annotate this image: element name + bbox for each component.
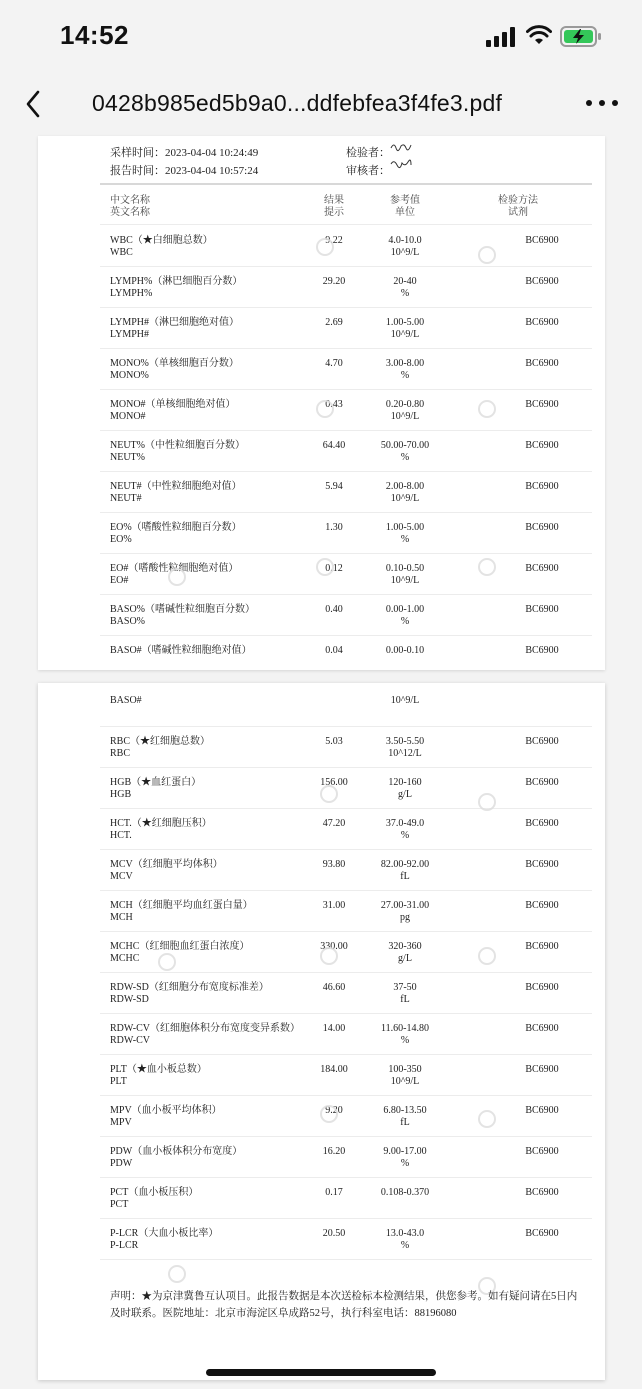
test-name-en: EO#: [110, 575, 129, 586]
test-name-cn: HCT.（★红细胞压积）: [110, 818, 212, 829]
reference-unit: fL: [400, 1117, 410, 1128]
test-name-cn: MPV（血小板平均体积）: [110, 1105, 222, 1116]
test-name-en: MPV: [110, 1117, 132, 1128]
test-method: BC6900: [525, 645, 559, 656]
col-head-method: 检验方法 试剂: [498, 195, 538, 218]
watermark-logo: [158, 951, 204, 973]
pdf-page-1[interactable]: [38, 136, 605, 670]
reference-range: 6.80-13.50: [383, 1105, 427, 1116]
test-method: BC6900: [525, 859, 559, 870]
test-reference: [365, 317, 445, 341]
reference-range: 82.00-92.00: [380, 859, 430, 870]
table-row: [100, 1014, 592, 1055]
reference-range: 37-50: [393, 982, 417, 993]
report-time-label: 报告时间：: [110, 165, 165, 177]
test-name: [110, 235, 213, 259]
test-result: 64.40: [322, 440, 346, 451]
reference-range: 1.00-5.00: [385, 317, 425, 328]
watermark-logo: [320, 945, 366, 967]
test-name-cn: PCT（血小板压积）: [110, 1187, 199, 1198]
test-result: 4.70: [325, 358, 343, 369]
wifi-icon: [526, 24, 552, 46]
test-name-en: EO%: [110, 534, 132, 545]
test-name: [110, 695, 142, 707]
reference-unit: fL: [400, 871, 410, 882]
test-name: [110, 645, 252, 657]
test-name-cn: LYMPH%（淋巴细胞百分数）: [110, 276, 243, 287]
test-result: 29.20: [322, 276, 346, 287]
sample-time-label: 采样时间：: [110, 147, 165, 159]
reference-unit: g/L: [398, 789, 412, 800]
table-row: [100, 727, 592, 768]
test-name: [110, 1187, 198, 1211]
test-name-en: NEUT%: [110, 452, 145, 463]
reference-range: 0.00-1.00: [385, 604, 425, 615]
test-name: [110, 1105, 222, 1129]
test-name-cn: HGB（★血红蛋白）: [110, 777, 202, 788]
test-result: 1.30: [325, 522, 343, 533]
battery-charging-icon: [560, 26, 602, 47]
test-method: BC6900: [525, 481, 559, 492]
inspector-signature: [390, 140, 412, 154]
table-row: [100, 1178, 592, 1219]
test-method: BC6900: [525, 982, 559, 993]
reference-unit: %: [400, 616, 410, 627]
reference-range: 120-160: [388, 777, 422, 788]
test-name-cn: PLT（★血小板总数）: [110, 1064, 207, 1075]
test-name: [110, 481, 242, 505]
reference-unit: %: [400, 1158, 410, 1169]
test-reference: [365, 1105, 445, 1129]
reference-range: 320-360: [388, 941, 422, 952]
reference-range: 3.50-5.50: [385, 736, 425, 747]
test-result: 0.17: [325, 1187, 343, 1198]
test-reference: [365, 440, 445, 464]
test-result: 156.00: [320, 777, 348, 788]
test-result: 330.00: [320, 941, 348, 952]
test-name-cn: PDW（血小板体积分布宽度）: [110, 1146, 243, 1157]
test-name: [110, 1023, 300, 1047]
test-reference: [365, 941, 445, 965]
header-divider: [100, 183, 592, 185]
test-name-en: BASO%: [110, 616, 146, 627]
test-reference: [365, 399, 445, 423]
reference-unit: %: [400, 1240, 410, 1251]
test-name-en: PLT: [110, 1076, 127, 1087]
reference-range: 9.00-17.00: [383, 1146, 427, 1157]
test-method: BC6900: [525, 276, 559, 287]
test-method: BC6900: [525, 941, 559, 952]
test-result: 0.04: [325, 645, 343, 656]
test-name-cn: MONO%（单核细胞百分数）: [110, 358, 239, 369]
navigation-bar: [0, 72, 642, 136]
test-name-en: HGB: [110, 789, 132, 800]
test-result: 47.20: [322, 818, 346, 829]
test-name: [110, 1064, 207, 1088]
test-reference: [365, 276, 445, 300]
test-reference: [365, 777, 445, 801]
table-row: [100, 595, 592, 636]
test-name-en: LYMPH%: [110, 288, 153, 299]
reference-unit: 10^9/L: [390, 411, 420, 422]
table-row: [100, 1137, 592, 1178]
test-result: 5.94: [325, 481, 343, 492]
test-reference: [365, 736, 445, 760]
reference-range: 0.20-0.80: [385, 399, 425, 410]
table-row: [100, 1219, 592, 1260]
test-method: BC6900: [525, 1105, 559, 1116]
test-result: 16.20: [322, 1146, 346, 1157]
test-name: [110, 440, 245, 464]
test-name: [110, 777, 201, 801]
reference-range: 13.0-43.0: [385, 1228, 425, 1239]
test-method: BC6900: [525, 777, 559, 788]
test-reference: [365, 645, 445, 657]
test-name-cn: EO%（嗜酸性粒细胞百分数）: [110, 522, 242, 533]
reference-unit: %: [400, 452, 410, 463]
test-name-cn: RDW-SD（红细胞分布宽度标准差）: [110, 982, 269, 993]
reference-unit: 10^9/L: [390, 575, 420, 586]
watermark-logo: [316, 556, 362, 578]
test-method: BC6900: [525, 358, 559, 369]
inspector-label: 检验者：: [346, 147, 390, 159]
table-row: [100, 472, 592, 513]
watermark-logo: [168, 1263, 214, 1285]
test-result: 0.43: [325, 399, 343, 410]
table-row: [100, 850, 592, 891]
reference-unit: %: [400, 534, 410, 545]
test-method: BC6900: [525, 604, 559, 615]
test-name: [110, 982, 269, 1006]
test-name-en: HCT.: [110, 830, 132, 841]
test-method: BC6900: [525, 317, 559, 328]
test-reference: [365, 695, 445, 707]
test-reference: [365, 1023, 445, 1047]
test-name-en: RDW-CV: [110, 1035, 150, 1046]
watermark-logo: [478, 791, 524, 813]
sample-time-value: 2023-04-04 10:24:49: [165, 147, 259, 159]
test-method: BC6900: [525, 1228, 559, 1239]
test-result: 20.50: [322, 1228, 346, 1239]
test-name-en: MCV: [110, 871, 133, 882]
test-method: BC6900: [525, 1023, 559, 1034]
test-name-cn: MCV（红细胞平均体积）: [110, 859, 223, 870]
reviewer-signature: [390, 158, 412, 172]
col-head-name: 中文名称 英文名称: [110, 195, 150, 218]
test-reference: [365, 604, 445, 628]
test-result: 0.40: [325, 604, 343, 615]
table-row: [100, 973, 592, 1014]
test-result: 0.12: [325, 563, 343, 574]
test-method: BC6900: [525, 736, 559, 747]
test-name: [110, 604, 255, 628]
reference-unit: 10^12/L: [388, 748, 422, 759]
test-name-cn: NEUT#（中性粒细胞绝对值）: [110, 481, 242, 492]
test-name-cn: MCHC（红细胞血红蛋白浓度）: [110, 941, 250, 952]
test-name-cn: BASO#: [110, 695, 142, 706]
test-reference: [365, 982, 445, 1006]
test-method: BC6900: [525, 1187, 559, 1198]
test-name: [110, 1228, 218, 1252]
test-name-cn: BASO%（嗜碱性粒细胞百分数）: [110, 604, 256, 615]
reference-unit: 10^9/L: [390, 247, 420, 258]
test-name-en: P-LCR: [110, 1240, 139, 1251]
reference-range: 10^9/L: [390, 695, 420, 706]
test-method: BC6900: [525, 399, 559, 410]
reference-unit: fL: [400, 994, 410, 1005]
table-row: [100, 1055, 592, 1096]
test-name-cn: WBC（★白细胞总数）: [110, 235, 213, 246]
watermark-logo: [478, 244, 524, 266]
reference-unit: 10^9/L: [390, 329, 420, 340]
reference-unit: pg: [400, 912, 410, 923]
test-name: [110, 399, 236, 423]
test-name-en: LYMPH#: [110, 329, 150, 340]
reference-range: 50.00-70.00: [380, 440, 430, 451]
test-result: 14.00: [322, 1023, 346, 1034]
table-row: [100, 349, 592, 390]
reference-unit: %: [400, 288, 410, 299]
test-reference: [365, 235, 445, 259]
home-indicator[interactable]: [206, 1369, 436, 1376]
table-row: [100, 267, 592, 308]
reference-unit: %: [400, 830, 410, 841]
test-result: 184.00: [320, 1064, 348, 1075]
reference-unit: %: [400, 1035, 410, 1046]
test-method: BC6900: [525, 235, 559, 246]
test-name-en: MCHC: [110, 953, 140, 964]
test-name: [110, 522, 242, 546]
watermark-logo: [316, 398, 362, 420]
test-name: [110, 1146, 242, 1170]
test-reference: [365, 522, 445, 546]
test-result: 93.80: [322, 859, 346, 870]
reference-unit: g/L: [398, 953, 412, 964]
test-method: BC6900: [525, 1146, 559, 1157]
test-name: [110, 736, 210, 760]
col-head-result: 结果 提示: [324, 195, 344, 218]
reference-unit: %: [400, 370, 410, 381]
table-row: [100, 891, 592, 932]
test-method: BC6900: [525, 440, 559, 451]
status-time: 14:52: [60, 20, 129, 50]
watermark-logo: [478, 556, 524, 578]
test-name-en: MONO#: [110, 411, 146, 422]
test-reference: [365, 1146, 445, 1170]
pdf-page-2[interactable]: [38, 683, 605, 1380]
watermark-logo: [478, 398, 524, 420]
test-result: 9.20: [325, 1105, 343, 1116]
test-method: BC6900: [525, 818, 559, 829]
test-name-cn: MONO#（单核细胞绝对值）: [110, 399, 236, 410]
test-reference: [365, 1187, 445, 1199]
reviewer-label: 审核者：: [346, 165, 390, 177]
reference-unit: 10^9/L: [390, 1076, 420, 1087]
cellular-signal-icon: [486, 27, 518, 47]
table-row: [100, 686, 592, 727]
test-result: 46.60: [322, 982, 346, 993]
reference-range: 37.0-49.0: [385, 818, 425, 829]
watermark-logo: [320, 783, 366, 805]
test-result: 31.00: [322, 900, 346, 911]
test-name-cn: P-LCR（大血小板比率）: [110, 1228, 219, 1239]
sample-time-row: [110, 144, 258, 160]
test-name-en: RBC: [110, 748, 131, 759]
ellipsis-icon: [586, 100, 592, 106]
test-name: [110, 818, 212, 842]
test-reference: [365, 358, 445, 382]
reference-unit: 10^9/L: [390, 493, 420, 504]
test-method: BC6900: [525, 900, 559, 911]
reference-range: 0.10-0.50: [385, 563, 425, 574]
table-row: [100, 431, 592, 472]
col-head-reference: 参考值 单位: [390, 195, 420, 218]
test-result: 9.22: [325, 235, 343, 246]
test-name-en: MCH: [110, 912, 133, 923]
reference-range: 3.00-8.00: [385, 358, 425, 369]
test-name: [110, 358, 239, 382]
table-row: [100, 308, 592, 349]
test-name-en: RDW-SD: [110, 994, 149, 1005]
back-button[interactable]: [20, 86, 46, 122]
test-reference: [365, 818, 445, 842]
test-name-en: WBC: [110, 247, 133, 258]
table-row: [100, 636, 592, 670]
test-reference: [365, 1064, 445, 1088]
test-name: [110, 276, 242, 300]
status-bar: [0, 0, 642, 72]
watermark-logo: [316, 236, 362, 258]
test-method: BC6900: [525, 522, 559, 533]
chevron-left-icon: [25, 90, 41, 118]
test-name-en: PCT: [110, 1199, 129, 1210]
test-name-cn: MCH（红细胞平均血红蛋白量）: [110, 900, 253, 911]
test-reference: [365, 563, 445, 587]
test-reference: [365, 900, 445, 924]
table-row: [100, 513, 592, 554]
test-result: 5.03: [325, 736, 343, 747]
reference-range: 0.108-0.370: [380, 1187, 430, 1198]
more-options-button[interactable]: [586, 86, 618, 120]
reference-range: 20-40: [393, 276, 417, 287]
test-name-cn: EO#（嗜酸性粒细胞绝对值）: [110, 563, 239, 574]
test-name-cn: NEUT%（中性粒细胞百分数）: [110, 440, 245, 451]
reference-range: 1.00-5.00: [385, 522, 425, 533]
reference-range: 100-350: [388, 1064, 422, 1075]
test-name-en: MONO%: [110, 370, 149, 381]
test-result: 2.69: [325, 317, 343, 328]
test-name: [110, 317, 239, 341]
reference-range: 27.00-31.00: [380, 900, 430, 911]
test-name-en: PDW: [110, 1158, 133, 1169]
test-reference: [365, 1228, 445, 1252]
reference-range: 2.00-8.00: [385, 481, 425, 492]
test-name-cn: RBC（★红细胞总数）: [110, 736, 211, 747]
test-name-cn: LYMPH#（淋巴细胞绝对值）: [110, 317, 240, 328]
watermark-logo: [478, 945, 524, 967]
test-method: BC6900: [525, 1064, 559, 1075]
report-time-value: 2023-04-04 10:57:24: [165, 165, 259, 177]
document-title: 0428b985ed5b9a0...ddfebfea3f4fe3.pdf: [92, 90, 503, 116]
watermark-logo: [168, 566, 214, 588]
test-name-en: NEUT#: [110, 493, 142, 504]
test-reference: [365, 481, 445, 505]
table-row: [100, 809, 592, 850]
reference-range: 4.0-10.0: [388, 235, 422, 246]
test-name-cn: RDW-CV（红细胞体积分布宽度变异系数）: [110, 1023, 300, 1034]
report-statement: 声明：★为京津冀鲁互认项目。此报告数据是本次送检标本检测结果，供您参考。如有疑问请在5日内及时联系。医院地址：北京市海淀区阜成路52号，执行科室电话：88196080: [110, 1291, 578, 1319]
reference-range: 11.60-14.80: [381, 1023, 429, 1034]
test-name: [110, 900, 253, 924]
test-method: BC6900: [525, 563, 559, 574]
watermark-logo: [320, 1103, 366, 1125]
test-reference: [365, 859, 445, 883]
test-name-cn: BASO#（嗜碱性粒细胞绝对值）: [110, 645, 252, 656]
watermark-logo: [478, 1108, 524, 1130]
reference-range: 0.00-0.10: [385, 645, 425, 656]
report-time-row: [110, 162, 258, 178]
test-name: [110, 859, 223, 883]
